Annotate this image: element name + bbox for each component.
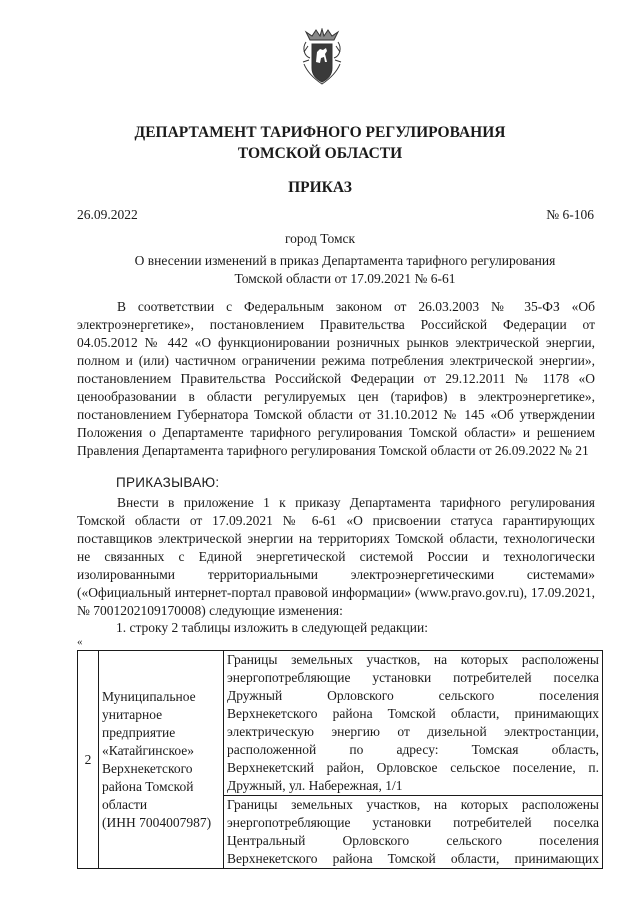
subject-line-2: Томской области от 17.09.2021 № 6-61 <box>234 271 456 286</box>
org-line: (ИНН 7004007987) <box>102 814 212 830</box>
org-line: унитарное <box>102 706 163 722</box>
desc-line: энергопотребляющие установки потребителей поселка <box>227 815 599 830</box>
coat-of-arms-icon <box>300 28 344 86</box>
desc-line: энергопотребляющие установки потребителей поселка <box>227 670 599 685</box>
org-line: Верхнекетского <box>102 760 193 776</box>
document-date: 26.09.2022 <box>77 207 138 222</box>
boundary-description-cell <box>224 796 603 869</box>
org-line: района Томской <box>102 778 194 794</box>
desc-line: Границы земельных участков, на которых расположены <box>227 797 599 812</box>
desc-line: Верхнекетского района Томской области, принимающих <box>227 851 599 866</box>
desc-line: Верхнекетского района Томской области, принимающих <box>227 706 599 721</box>
organization-name-line-1: ДЕПАРТАМЕНТ ТАРИФНОГО РЕГУЛИРОВАНИЯ <box>134 124 506 141</box>
open-quote: « <box>77 636 83 648</box>
preamble-paragraph: В соответствии с Федеральным законом от 26.03.2003 № 35-ФЗ «Об электроэнергетике», постановлением Правительства Российской Федерации от 04.05.2012 № 442 «О функционировании розничных рынков электрической энергии, полном и (или) частичном ограничении режима потребления электрической энергии», постановлением Правительства Российской Федерации от 29.12.2011 № 1178 «О ценообразовании в области регулируемых цен (тарифов) в электроэнергетике», постановлением Губернатора Томской области от 31.10.2012 № 145 «Об утверждении Положения о Департаменте тарифного регулирования Томской области» и решением Правления Департамента тарифного регулирования Томской области от 26.09.2022 № 21 <box>77 299 595 458</box>
desc-line: Границы земельных участков, на которых расположены <box>227 652 599 667</box>
desc-line: электрическую энергию от дизельной электростанции, <box>227 724 599 739</box>
order-word: ПРИКАЗЫВАЮ: <box>116 475 220 490</box>
desc-line: расположенной по адресу: Томская область, <box>227 742 599 757</box>
desc-line: Дружный Орловского сельского поселения <box>227 688 599 703</box>
list-item-1: 1. строку 2 таблицы изложить в следующей редакции: <box>116 620 428 635</box>
desc-line: Центральный Орловского сельского поселения <box>227 833 599 848</box>
organization-name-line-2: ТОМСКОЙ ОБЛАСТИ <box>237 145 403 162</box>
org-line: Муниципальное <box>102 688 196 704</box>
order-paragraph: Внести в приложение 1 к приказу Департамента тарифного регулирования Томской области от 17.09.2021 № 6-61 «О присвоении статуса гарантирующих поставщиков электрической энергии на территориях Томской области, технологически не связанных с Единой энергетической системой России и технологически изолированными территориальными электроэнергетическими системами» («Официальный интернет-портал правовой информации» (www.pravo.gov.ru), 17.09.2021, № 7001202109170008) следующие изменения: <box>77 495 595 618</box>
document-number: № 6-106 <box>546 207 594 222</box>
organization-cell <box>99 651 224 869</box>
document-city: город Томск <box>284 231 356 246</box>
table-row <box>78 651 603 796</box>
desc-line: Дружный, ул. Набережная, 1/1 <box>227 778 403 793</box>
boundary-description-cell <box>224 651 603 796</box>
row-number-cell: 2 <box>78 651 99 869</box>
desc-line: Верхнекетский район, Орловское сельское поселение, п. <box>227 760 599 775</box>
org-line: области <box>102 796 148 812</box>
subject-line-1: О внесении изменений в приказ Департамента тарифного регулирования <box>134 253 556 268</box>
document-type: ПРИКАЗ <box>288 179 352 196</box>
amendment-table <box>77 650 603 869</box>
org-line: «Катайгинское» <box>102 742 195 758</box>
org-line: предприятие <box>102 724 176 740</box>
